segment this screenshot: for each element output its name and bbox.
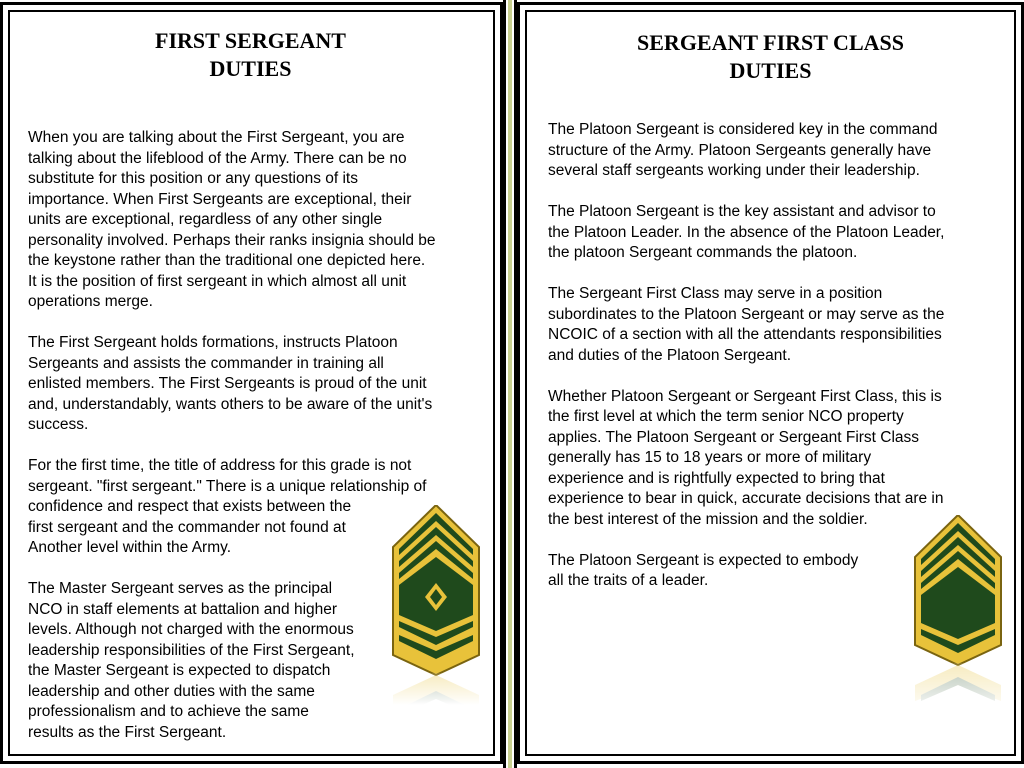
sergeant-first-class-chevron-icon [913, 515, 1003, 715]
text-line: the Platoon Leader. In the absence of the Platoon Leader, [548, 223, 945, 241]
text-line: several staff sergeants working under their leadership. [548, 162, 920, 179]
text-line: first sergeant and the commander not found at [28, 518, 346, 536]
text-line: structure of the Army. Platoon Sergeants generally have [548, 141, 932, 159]
text-line: leadership and other duties with the same [28, 682, 315, 700]
body-paragraph [548, 387, 1008, 531]
text-line: generally has 15 to 18 years or more of military [548, 449, 872, 466]
title-line-1: SERGEANT FIRST CLASS [637, 30, 904, 55]
text-line: the Master Sergeant is expected to dispatch [28, 662, 331, 679]
text-line: The Master Sergeant serves as the principal [28, 580, 333, 597]
body-paragraph [548, 120, 1008, 182]
text-line: NCOIC of a section with all the attendants responsibilities [548, 326, 942, 343]
text-line: NCO in staff elements at battalion and higher [28, 600, 338, 618]
text-line: success. [28, 416, 89, 433]
text-line: leadership responsibilities of the First Sergeant, [28, 641, 355, 659]
text-line: all the traits of a leader. [548, 572, 709, 589]
text-line: the platoon Sergeant commands the platoon. [548, 244, 858, 261]
sergeant-first-class-panel [517, 2, 1024, 764]
text-line: The Sergeant First Class may serve in a position [548, 285, 883, 302]
text-line: It is the position of first sergeant in which almost all unit [28, 272, 407, 290]
text-line: sergeant. "first sergeant." There is a unique relationship of [28, 477, 427, 495]
title-line-2: DUTIES [729, 58, 812, 83]
text-line: The First Sergeant holds formations, instructs Platoon [28, 334, 398, 351]
text-line: The Platoon Sergeant is expected to embody [548, 551, 859, 569]
text-line: Whether Platoon Sergeant or Sergeant First Class, this is [548, 387, 942, 405]
body-paragraph [28, 128, 488, 313]
text-line: experience to bear in quick, accurate decisions that are in [548, 490, 944, 507]
text-line: and, understandably, wants others to be aware of the unit's [28, 395, 433, 413]
text-line: experience and is rightfully expected to bring that [548, 469, 885, 487]
center-divider [503, 0, 517, 768]
text-line: levels. Although not charged with the enormous [28, 621, 354, 638]
text-line: and duties of the Platoon Sergeant. [548, 346, 792, 364]
text-line: the first level at which the term senior NCO property [548, 408, 904, 425]
body-paragraph [28, 333, 488, 436]
text-line: the best interest of the mission and the soldier. [548, 510, 868, 528]
body-paragraph [548, 202, 1008, 264]
first-sergeant-chevron-icon [391, 505, 481, 705]
text-line: The Platoon Sergeant is the key assistant and advisor to [548, 203, 936, 220]
title-line-2: DUTIES [209, 56, 292, 81]
text-line: the keystone rather than the traditional one depicted here. [28, 252, 426, 269]
text-line: Another level within the Army. [28, 539, 232, 556]
text-line: units are exceptional, regardless of any other single [28, 211, 383, 228]
text-line: operations merge. [28, 293, 153, 310]
first-sergeant-panel [0, 2, 503, 764]
text-line: substitute for this position or any questions of its [28, 170, 358, 187]
text-line: Sergeants and assists the commander in training all [28, 354, 384, 372]
panel-title [3, 27, 498, 83]
title-line-1: FIRST SERGEANT [155, 28, 346, 53]
text-line: applies. The Platoon Sergeant or Sergeant First Class [548, 428, 920, 446]
text-line: confidence and respect that exists between the [28, 498, 352, 515]
text-line: For the first time, the title of address for this grade is not [28, 457, 412, 474]
text-line: enlisted members. The First Sergeants is proud of the unit [28, 375, 427, 392]
text-line: talking about the lifeblood of the Army. There can be no [28, 149, 407, 167]
body-paragraph [548, 284, 1008, 366]
panel-title [520, 29, 1021, 85]
text-line: subordinates to the Platoon Sergeant or may serve as the [548, 305, 945, 323]
text-line: results as the First Sergeant. [28, 723, 227, 741]
text-line: When you are talking about the First Sergeant, you are [28, 129, 405, 146]
text-line: professionalism and to achieve the same [28, 703, 309, 720]
text-line: personality involved. Perhaps their ranks insignia should be [28, 231, 436, 249]
text-line: importance. When First Sergeants are exceptional, their [28, 190, 412, 208]
text-line: The Platoon Sergeant is considered key in the command [548, 121, 938, 138]
